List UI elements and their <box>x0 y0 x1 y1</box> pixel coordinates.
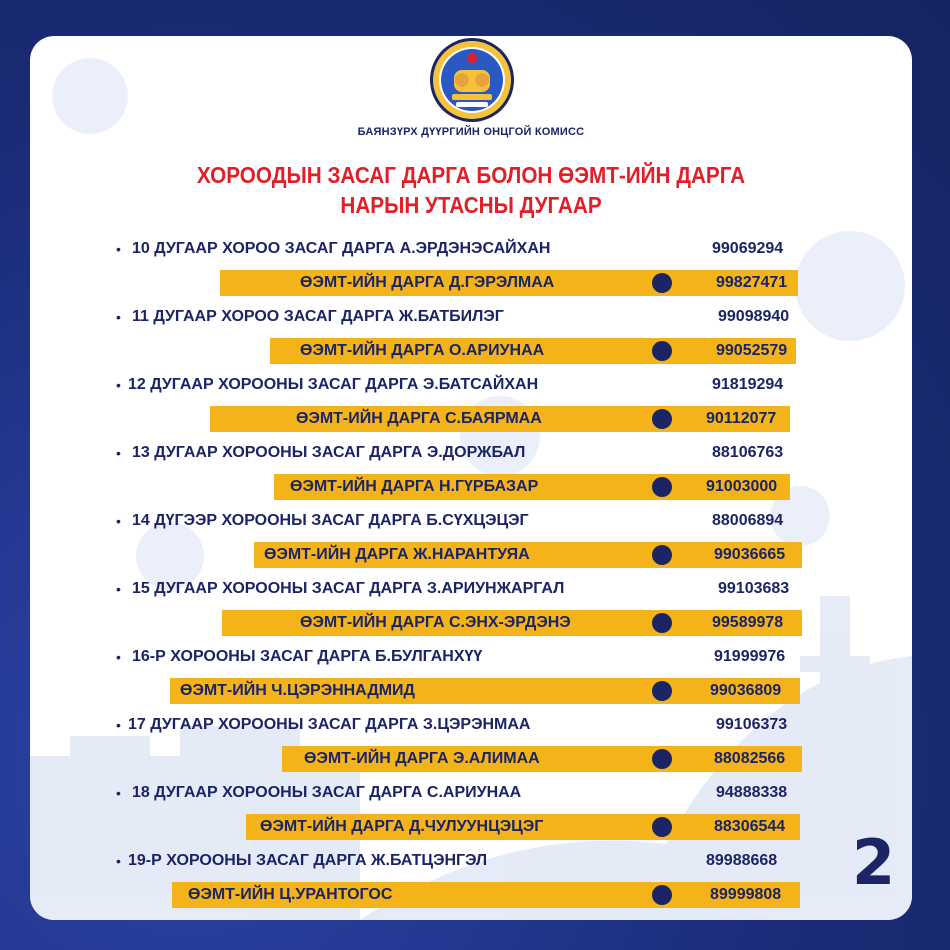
governor-phone: 99106373 <box>716 716 788 733</box>
governor-phone: 88106763 <box>712 444 784 461</box>
health-row <box>30 608 912 638</box>
governor-phone: 99103683 <box>718 580 790 597</box>
health-highlight-bar <box>220 270 798 296</box>
governor-row <box>30 234 912 264</box>
health-highlight-bar <box>210 406 790 432</box>
governor-phone: 91819294 <box>712 376 784 393</box>
health-head-name: ӨЭМТ-ИЙН ДАРГА Ж.НАРАНТУЯА <box>264 546 530 563</box>
governor-phone: 91999976 <box>714 648 786 665</box>
health-head-phone: 99589978 <box>712 614 784 631</box>
governor-name: 12 ДУГААР ХОРООНЫ ЗАСАГ ДАРГА Э.БАТСАЙХАН <box>128 376 539 393</box>
health-head-name: ӨЭМТ-ИЙН ДАРГА Д.ЧУЛУУНЦЭЦЭГ <box>260 818 544 835</box>
governor-row <box>30 506 912 536</box>
health-head-phone: 99036665 <box>714 546 786 563</box>
bullet: • <box>116 717 121 733</box>
phone-icon <box>652 545 672 565</box>
phone-icon <box>652 341 672 361</box>
bullet: • <box>116 309 121 325</box>
governor-row <box>30 302 912 332</box>
governor-name: 10 ДУГААР ХОРОО ЗАСАГ ДАРГА А.ЭРДЭНЭСАЙХАН <box>132 240 551 257</box>
phone-icon <box>652 613 672 633</box>
health-head-name: ӨЭМТ-ИЙН ДАРГА О.АРИУНАА <box>300 342 545 359</box>
governor-row <box>30 574 912 604</box>
health-row <box>30 540 912 570</box>
health-head-phone: 99052579 <box>716 342 788 359</box>
bullet: • <box>116 241 121 257</box>
health-head-phone: 88306544 <box>714 818 786 835</box>
health-highlight-bar <box>246 814 800 840</box>
health-head-phone: 99827471 <box>716 274 788 291</box>
health-highlight-bar <box>172 882 800 908</box>
phone-icon <box>652 817 672 837</box>
health-head-phone: 99036809 <box>710 682 782 699</box>
phone-icon <box>652 749 672 769</box>
bullet: • <box>116 445 121 461</box>
health-head-phone: 90112077 <box>706 410 777 427</box>
governor-name: 19-Р ХОРООНЫ ЗАСАГ ДАРГА Ж.БАТЦЭНГЭЛ <box>128 852 488 869</box>
health-head-name: ӨЭМТ-ИЙН ДАРГА Н.ГҮРБАЗАР <box>290 478 539 495</box>
health-highlight-bar <box>170 678 800 704</box>
health-highlight-bar <box>254 542 802 568</box>
governor-row <box>30 710 912 740</box>
health-row <box>30 880 912 910</box>
poster-card <box>30 36 912 920</box>
governor-phone: 94888338 <box>716 784 788 801</box>
governor-row <box>30 846 912 876</box>
health-head-name: ӨЭМТ-ИЙН Ч.ЦЭРЭННАДМИД <box>180 682 415 699</box>
governor-row <box>30 438 912 468</box>
bullet: • <box>116 853 121 869</box>
health-highlight-bar <box>274 474 790 500</box>
health-highlight-bar <box>222 610 802 636</box>
phone-icon <box>652 885 672 905</box>
health-head-name: ӨЭМТ-ИЙН ДАРГА Д.ГЭРЭЛМАА <box>300 274 555 291</box>
health-head-name: ӨЭМТ-ИЙН ДАРГА С.БАЯРМАА <box>296 410 542 427</box>
health-highlight-bar <box>282 746 802 772</box>
health-head-name: ӨЭМТ-ИЙН ДАРГА С.ЭНХ-ЭРДЭНЭ <box>300 614 571 631</box>
emblem-icon <box>428 36 516 124</box>
governor-row <box>30 370 912 400</box>
page-title <box>74 160 868 220</box>
health-head-name: ӨЭМТ-ИЙН Ц.УРАНТОГОС <box>188 886 393 903</box>
bullet: • <box>116 649 121 665</box>
bullet: • <box>116 581 121 597</box>
governor-name: 16-Р ХОРООНЫ ЗАСАГ ДАРГА Б.БУЛГАНХҮҮ <box>132 648 483 665</box>
governor-name: 14 ДҮГЭЭР ХОРООНЫ ЗАСАГ ДАРГА Б.СҮХЦЭЦЭГ <box>132 512 529 529</box>
governor-phone: 88006894 <box>712 512 784 529</box>
governor-name: 13 ДУГААР ХОРООНЫ ЗАСАГ ДАРГА Э.ДОРЖБАЛ <box>132 444 526 461</box>
governor-name: 17 ДУГААР ХОРООНЫ ЗАСАГ ДАРГА З.ЦЭРЭНМАА <box>128 716 531 733</box>
health-head-phone: 88082566 <box>714 750 786 767</box>
governor-phone: 99069294 <box>712 240 784 257</box>
health-row <box>30 472 912 502</box>
health-highlight-bar <box>270 338 796 364</box>
governor-phone: 99098940 <box>718 308 790 325</box>
governor-phone: 89988668 <box>706 852 778 869</box>
governor-name: 18 ДУГААР ХОРООНЫ ЗАСАГ ДАРГА С.АРИУНАА <box>132 784 522 801</box>
governor-row <box>30 778 912 808</box>
health-head-phone: 91003000 <box>706 478 778 495</box>
health-row <box>30 676 912 706</box>
health-row <box>30 744 912 774</box>
title-line-2: НАРЫН УТАСНЫ ДУГААР <box>340 192 602 218</box>
health-row <box>30 268 912 298</box>
phone-icon <box>652 477 672 497</box>
phone-icon <box>652 409 672 429</box>
bullet: • <box>116 785 121 801</box>
page-number: 2 <box>852 826 896 899</box>
bullet: • <box>116 377 121 393</box>
phone-icon <box>652 681 672 701</box>
governor-row <box>30 642 912 672</box>
title-line-1: ХОРООДЫН ЗАСАГ ДАРГА БОЛОН ӨЭМТ-ИЙН ДАРГА <box>196 162 746 188</box>
health-head-name: ӨЭМТ-ИЙН ДАРГА Э.АЛИМАА <box>304 750 540 767</box>
governor-name: 15 ДУГААР ХОРООНЫ ЗАСАГ ДАРГА З.АРИУНЖАРГАЛ <box>132 580 565 597</box>
health-row <box>30 336 912 366</box>
health-row <box>30 404 912 434</box>
phone-icon <box>652 273 672 293</box>
health-row <box>30 812 912 842</box>
organization-name: БАЯНЗҮРХ ДҮҮРГИЙН ОНЦГОЙ КОМИСС <box>357 126 585 138</box>
health-head-phone: 89999808 <box>710 886 782 903</box>
governor-name: 11 ДУГААР ХОРОО ЗАСАГ ДАРГА Ж.БАТБИЛЭГ <box>132 308 504 325</box>
bullet: • <box>116 513 121 529</box>
